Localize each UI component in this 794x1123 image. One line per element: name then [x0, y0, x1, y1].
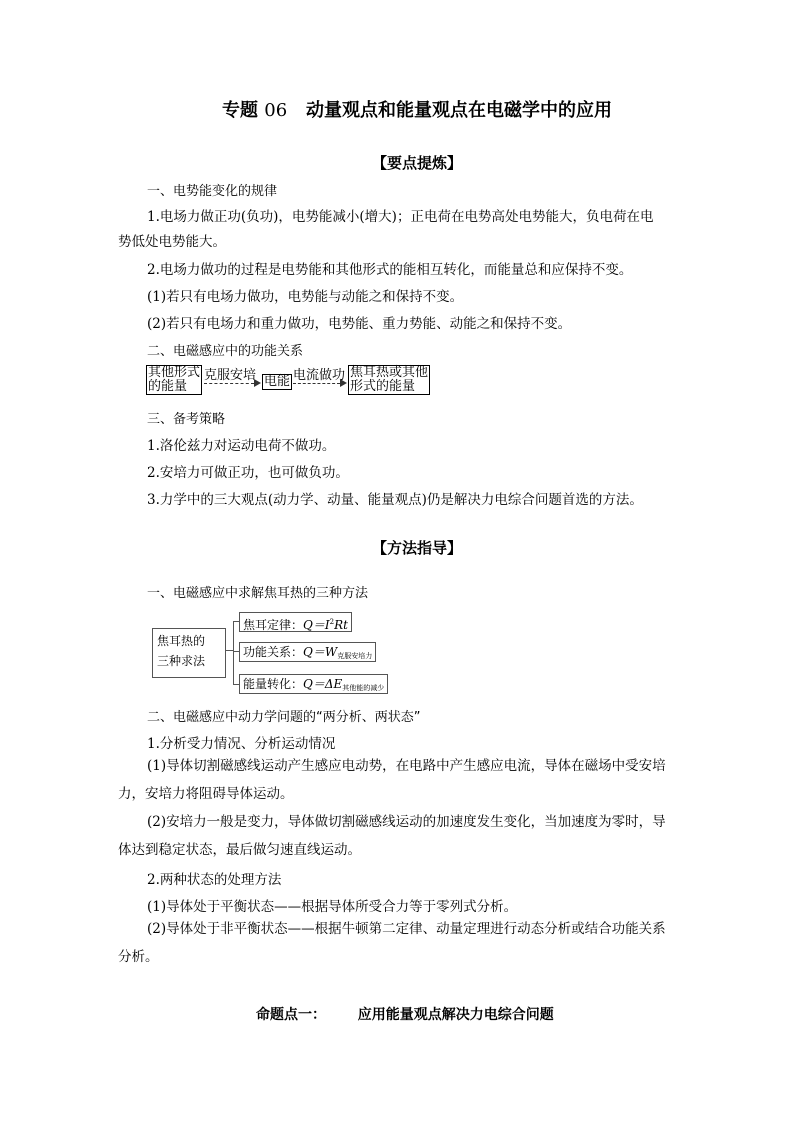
method-3: (2)安培力一般是变力，导体做切割磁感线运动的加速度发生变化，当加速度为零时，导体达到稳定状态，最后做匀速直线运动。 — [118, 814, 666, 858]
flow-box-joule-heat-line-2: 形式的能量 — [350, 379, 416, 394]
heading-strategy: 三、备考策略 — [147, 412, 226, 427]
joule-connector-horizontal — [225, 650, 233, 651]
joule-method-energy-label: 能量转化： — [243, 677, 304, 691]
proposition-heading — [256, 1004, 554, 1024]
joule-root-line-1: 焦耳热的 — [157, 634, 206, 648]
flow-box-electric-energy: 电能 — [264, 374, 291, 389]
joule-method-work-box — [239, 642, 376, 662]
method-2: (1)导体切割磁感线运动产生感应电动势，在电路中产生感应电流，导体在磁场中受安培力，安培力将阻碍导体运动。 — [118, 758, 666, 802]
flow-arrow-1-line — [204, 383, 254, 384]
flow-arrow-1-label: 克服安培 — [204, 368, 257, 383]
joule-method-law-sup: 2 — [329, 618, 335, 626]
joule-method-law-formula: Q＝I — [303, 618, 330, 632]
paragraph-2: 2.电场力做功的过程是电势能和其他形式的能相互转化，而能量总和应保持不变。 — [147, 262, 633, 278]
joule-connector-vertical — [233, 621, 234, 684]
strategy-3: 3.力学中的三大观点(动力学、动量、能量观点)仍是解决力电综合问题首选的方法。 — [147, 492, 643, 508]
joule-method-energy-sub: 其他能的减少 — [342, 684, 385, 692]
method-6: (2)导体处于非平衡状态——根据牛顿第二定律、动量定理进行动态分析或结合功能关系分析。 — [118, 921, 666, 965]
method-1: 1.分析受力情况、分析运动情况 — [147, 736, 336, 752]
flow-box-other-energy — [146, 365, 202, 395]
flow-box-other-energy-line-2: 的能量 — [148, 379, 188, 394]
joule-method-work-formula: Q＝W — [303, 645, 338, 659]
paragraph-1-line-1: 1.电场力做正功(负功)，电势能减小(增大)；正电荷在电势高处电势能大，负电荷在电 — [147, 209, 654, 225]
paragraph-4: (2)若只有电场力和重力做功，电势能、重力势能、动能之和保持不变。 — [147, 316, 572, 332]
title-prefix: 专题 — [222, 100, 258, 121]
paragraph-1-line-2: 势低处电势能大。 — [118, 234, 226, 250]
flow-box-joule-heat — [348, 365, 430, 395]
arrow-right-icon — [254, 379, 261, 387]
joule-method-energy-formula: Q＝ΔE — [303, 677, 343, 691]
heading-potential-energy: 一、电势能变化的规律 — [147, 184, 278, 199]
flow-arrow-2-line — [293, 383, 340, 384]
strategy-2: 2.安培力可做正功，也可做负功。 — [147, 465, 349, 481]
method-4: 2.两种状态的处理方法 — [147, 872, 282, 888]
strategy-1: 1.洛伦兹力对运动电荷不做功。 — [147, 438, 336, 454]
joule-method-work-label: 功能关系： — [243, 645, 304, 659]
joule-method-energy-box — [239, 674, 388, 694]
heading-joule-methods: 一、电磁感应中求解焦耳热的三种方法 — [147, 586, 369, 601]
title-number: 06 — [264, 100, 288, 121]
joule-root-line-2: 三种求法 — [157, 654, 206, 668]
flow-box-other-energy-line-1: 其他形式 — [148, 365, 201, 380]
paragraph-3: (1)若只有电场力做功，电势能与动能之和保持不变。 — [147, 289, 464, 305]
joule-method-law-label: 焦耳定律： — [243, 618, 304, 632]
joule-method-law-box — [239, 612, 352, 632]
proposition-label: 命题点一： — [256, 1007, 326, 1023]
heading-energy-relations: 二、电磁感应中的功能关系 — [147, 344, 304, 359]
heading-two-analyses: 二、电磁感应中动力学问题的“两分析、两状态” — [147, 710, 421, 725]
method-5: (1)导体处于平衡状态——根据导体所受合力等于零列式分析。 — [147, 899, 518, 915]
joule-method-work-sub: 克服安培力 — [337, 652, 373, 660]
proposition-text: 应用能量观点解决力电综合问题 — [357, 1007, 554, 1023]
page-title — [0, 96, 794, 122]
joule-method-law-tail: Rt — [334, 618, 348, 632]
flow-arrow-2-label: 电流做功 — [293, 368, 346, 383]
arrow-right-icon — [340, 379, 347, 387]
joule-root-box — [152, 628, 226, 678]
title-text: 动量观点和能量观点在电磁学中的应用 — [306, 100, 612, 121]
section-heading-method-guide: 【方法指导】 — [371, 539, 462, 557]
flow-box-joule-heat-line-1: 焦耳热或其他 — [350, 365, 429, 380]
section-heading-key-points: 【要点提炼】 — [371, 154, 462, 172]
